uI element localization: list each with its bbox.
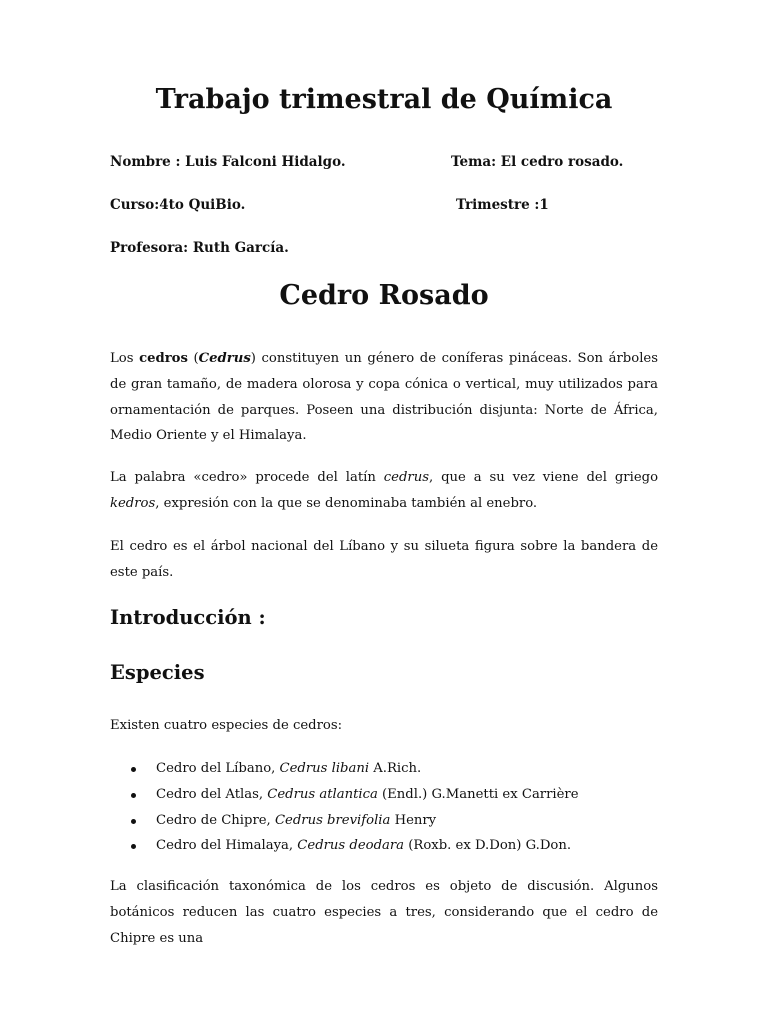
para2-italic-cedrus: cedrus bbox=[383, 470, 429, 485]
meta-profesora: Profesora: Ruth García. bbox=[110, 240, 289, 256]
para1-text-2: ( bbox=[187, 351, 199, 366]
paragraph-cedros bbox=[110, 346, 658, 449]
heading-introduccion: Introducción : bbox=[110, 606, 266, 629]
bullet-icon bbox=[131, 844, 136, 849]
para2-italic-kedros: kedros bbox=[110, 495, 156, 511]
meta-tema: Tema: El cedro rosado. bbox=[451, 154, 624, 170]
para2-text-2: , que a su vez viene del griego bbox=[428, 470, 659, 485]
list-item: Cedro del Líbano, Cedrus libani A.Rich. bbox=[110, 756, 658, 782]
meta-nombre: Nombre : Luis Falconi Hidalgo. bbox=[110, 154, 346, 170]
meta-curso: Curso:4to QuiBio. bbox=[110, 197, 246, 213]
document-title: Trabajo trimestral de Química bbox=[155, 84, 613, 115]
para1-text-3: ) constituyen un género de coníferas pináceas. Son árboles de gran tamaño, de madera olorosa y copa cónica o vertical, muy utilizados para ornamentación de parques. Poseen una distribución disjunta: Norte de África, Medio Oriente y el Himalaya. bbox=[110, 351, 658, 444]
meta-trimestre: Trimestre :1 bbox=[456, 197, 549, 213]
paragraph-especies-intro: Existen cuatro especies de cedros: bbox=[110, 718, 343, 733]
para1-bold-italic-cedrus: Cedrus bbox=[198, 351, 251, 366]
species-list bbox=[110, 756, 658, 859]
paragraph-etimologia bbox=[110, 465, 658, 517]
heading-especies: Especies bbox=[110, 661, 205, 684]
para2-text-3: , expresión con la que se denominaba también al enebro. bbox=[155, 495, 538, 511]
section-title: Cedro Rosado bbox=[279, 280, 489, 311]
list-item: Cedro de Chipre, Cedrus brevifolia Henry bbox=[110, 808, 658, 834]
para1-bold-cedros: cedros bbox=[139, 351, 188, 366]
para1-text-1: Los bbox=[110, 351, 140, 366]
bullet-icon bbox=[131, 767, 136, 772]
list-item: Cedro del Atlas, Cedrus atlantica (Endl.) G.Manetti ex Carrière bbox=[110, 782, 658, 808]
paragraph-libano: El cedro es el árbol nacional del Líbano y su silueta figura sobre la bandera de este país. bbox=[110, 539, 658, 580]
bullet-icon bbox=[131, 819, 136, 824]
list-item: Cedro del Himalaya, Cedrus deodara (Roxb. ex D.Don) G.Don. bbox=[110, 833, 658, 859]
bullet-icon bbox=[131, 793, 136, 798]
para2-text-1: La palabra «cedro» procede del latín bbox=[110, 470, 384, 485]
paragraph-clasificacion: La clasificación taxonómica de los cedros es objeto de discusión. Algunos botánicos reducen las cuatro especies a tres, considerando que el cedro de Chipre es una bbox=[110, 879, 658, 946]
